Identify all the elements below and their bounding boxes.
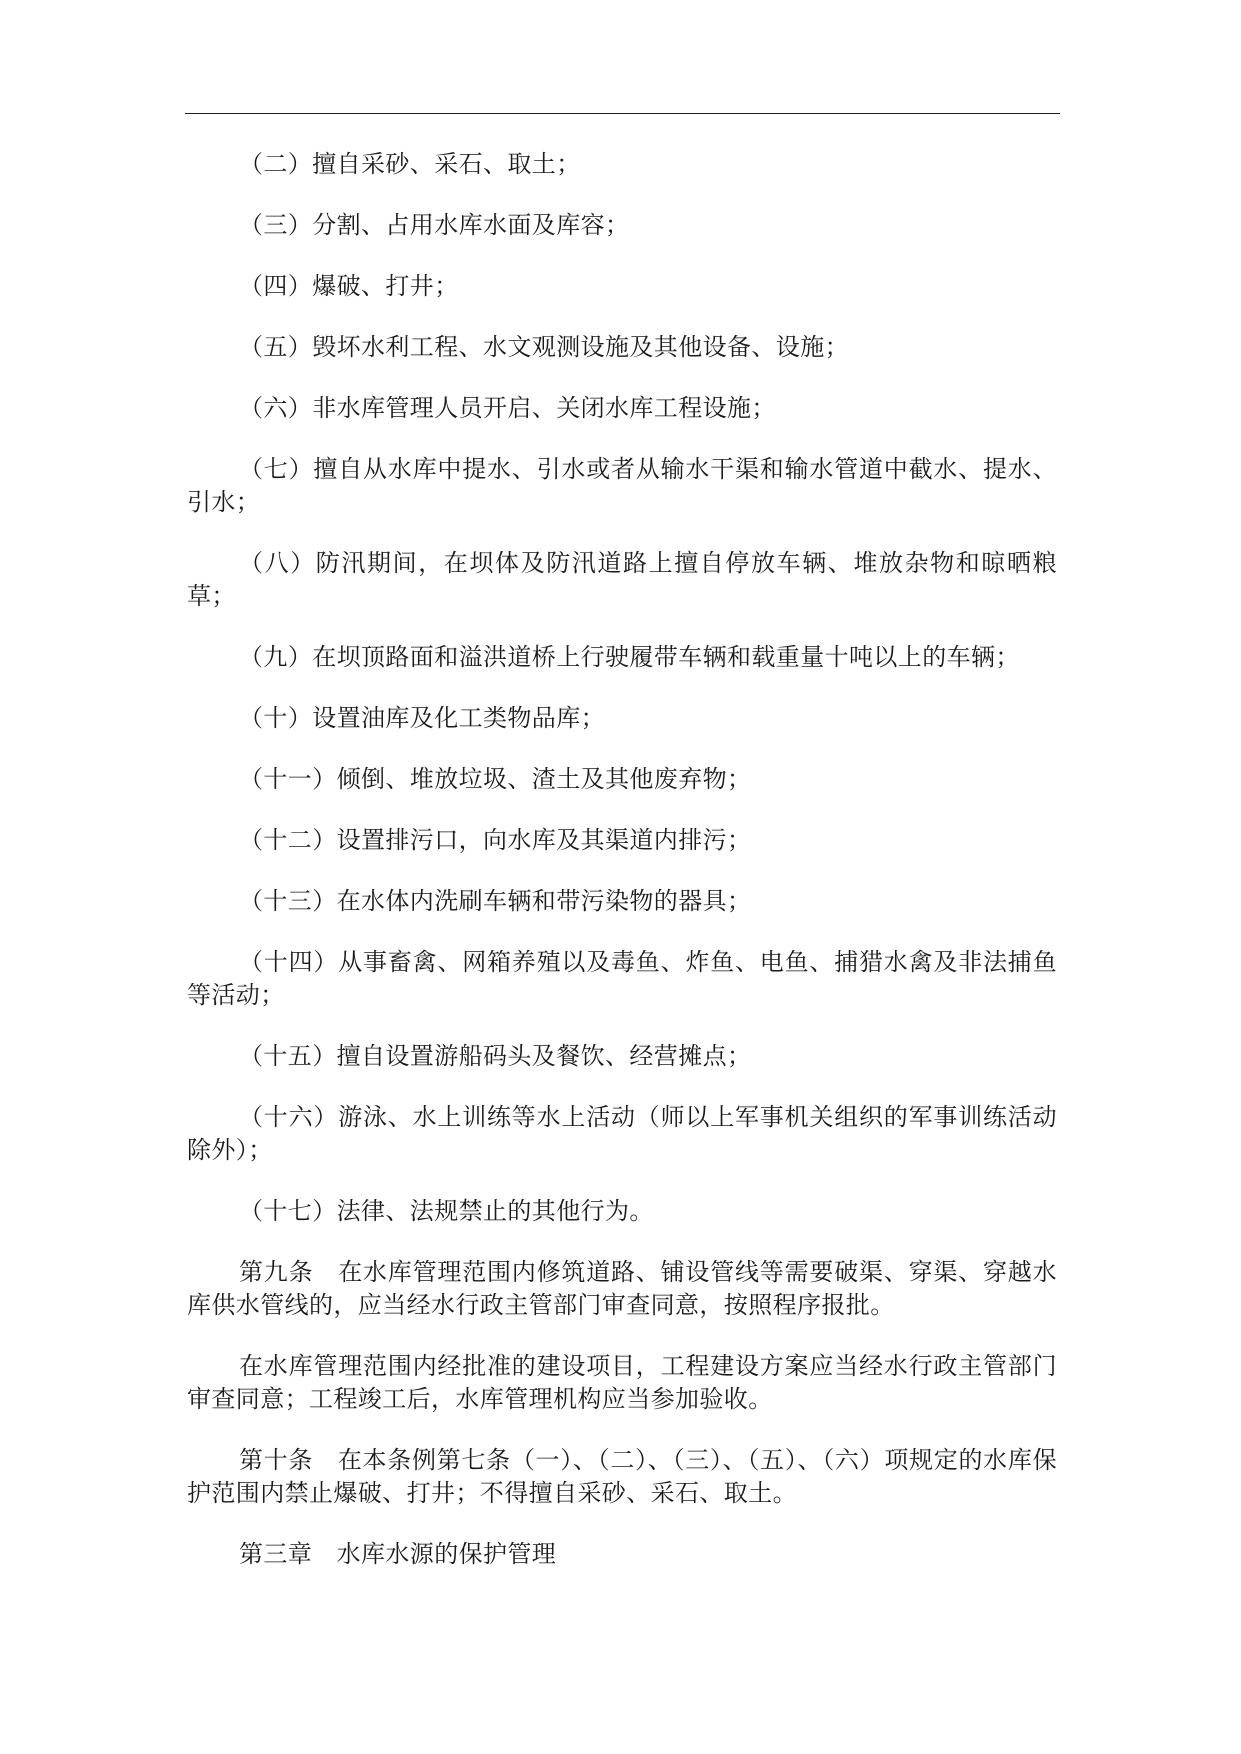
chapter-heading: 第三章 水库水源的保护管理 — [239, 1540, 557, 1568]
list-item: （九）在坝顶路面和溢洪道桥上行驶履带车辆和载重量十吨以上的车辆； — [239, 643, 1020, 671]
list-item: （十五）擅自设置游船码头及餐饮、经营摊点； — [239, 1042, 752, 1070]
article-10-paragraph: 第十条 在本条例第七条（一）、（二）、（三）、（五）、（六）项规定的水库保护范围内禁止爆破、打井；不得擅自采砂、采石、取土。 — [187, 1446, 1057, 1507]
list-item: （十七）法律、法规禁止的其他行为。 — [239, 1197, 654, 1225]
list-item: （十六）游泳、水上训练等水上活动（师以上军事机关组织的军事训练活动除外）； — [187, 1103, 1057, 1164]
list-item: （六）非水库管理人员开启、关闭水库工程设施； — [239, 394, 776, 422]
list-item: （七）擅自从水库中提水、引水或者从输水干渠和输水管道中截水、提水、引水； — [187, 455, 1057, 516]
list-item: （十二）设置排污口，向水库及其渠道内排污； — [239, 826, 752, 854]
header-rule — [185, 113, 1060, 114]
list-item: （十）设置油库及化工类物品库； — [239, 704, 605, 732]
article-9-paragraph: 第九条 在水库管理范围内修筑道路、铺设管线等需要破渠、穿渠、穿越水库供水管线的，应当经水行政主管部门审查同意，按照程序报批。 — [187, 1258, 1057, 1319]
article-9-continuation: 在水库管理范围内经批准的建设项目，工程建设方案应当经水行政主管部门审查同意；工程竣工后，水库管理机构应当参加验收。 — [187, 1352, 1057, 1413]
document-body — [187, 148, 1057, 1599]
list-item: （十四）从事畜禽、网箱养殖以及毒鱼、炸鱼、电鱼、捕猎水禽及非法捕鱼等活动； — [187, 948, 1057, 1009]
list-item: （八）防汛期间，在坝体及防汛道路上擅自停放车辆、堆放杂物和晾晒粮草； — [187, 549, 1057, 610]
list-item: （二）擅自采砂、采石、取土； — [239, 150, 581, 178]
list-item: （十三）在水体内洗刷车辆和带污染物的器具； — [239, 887, 752, 915]
list-item: （五）毁坏水利工程、水文观测设施及其他设备、设施； — [239, 333, 849, 361]
list-item: （四）爆破、打井； — [239, 272, 459, 300]
list-item: （三）分割、占用水库水面及库容； — [239, 211, 630, 239]
list-item: （十一）倾倒、堆放垃圾、渣土及其他废弃物； — [239, 765, 752, 793]
